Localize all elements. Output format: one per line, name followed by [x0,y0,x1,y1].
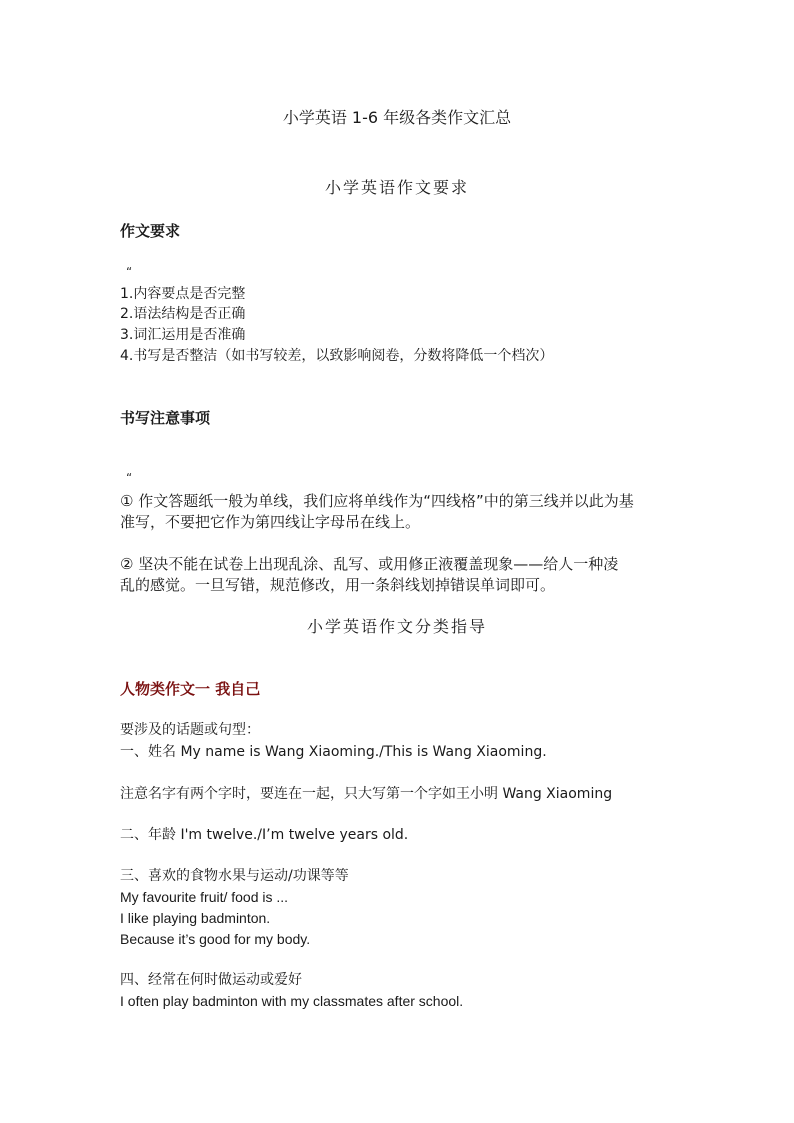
notes-heading: 书写注意事项 [120,409,211,427]
example-sentence: I often play badminton with my classmates after school. [120,993,464,1009]
category-heading: 人物类作文一 我自己 [120,680,261,698]
note-line: 乱的感觉。一旦写错，规范修改，用一条斜线划掉错误单词即可。 [120,576,556,594]
topic-item: 三、喜欢的食物水果与运动/功课等等 [120,868,349,884]
note-line: ② 坚决不能在试卷上出现乱涂、乱写、或用修正液覆盖现象——给人一种凌 [120,555,619,573]
section-title-requirements: 小学英语作文要求 [324,178,469,197]
main-title: 小学英语 1-6 年级各类作文汇总 [282,108,512,127]
requirement-item: 3.词汇运用是否准确 [120,327,246,343]
requirement-item: 1.内容要点是否完整 [120,286,246,302]
quote-mark: “ [126,265,133,279]
topic-item: 二、年龄 I'm twelve./I’m twelve years old. [120,827,409,843]
requirement-item: 2.语法结构是否正确 [120,306,246,322]
example-sentence: Because it’s good for my body. [120,931,311,947]
quote-mark: “ [126,471,133,485]
note-line: 准写，不要把它作为第四线让字母吊在线上。 [120,513,421,531]
topic-item: 四、经常在何时做运动或爱好 [120,972,302,988]
topic-intro: 要涉及的话题或句型： [120,722,260,738]
requirements-heading: 作文要求 [120,222,181,240]
topic-note: 注意名字有两个字时，要连在一起，只大写第一个字如王小明 Wang Xiaoming [120,786,613,802]
topic-item: 一、姓名 My name is Wang Xiaoming./This is Wang Xiaoming. [120,744,547,760]
example-sentence: My favourite fruit/ food is ... [120,889,289,905]
example-sentence: I like playing badminton. [120,910,271,926]
note-line: ① 作文答题纸一般为单线，我们应将单线作为“四线格”中的第三线并以此为基 [120,492,634,510]
section-title-guidance: 小学英语作文分类指导 [306,617,487,636]
requirement-item: 4.书写是否整洁（如书写较差，以致影响阅卷，分数将降低一个档次） [120,348,554,364]
